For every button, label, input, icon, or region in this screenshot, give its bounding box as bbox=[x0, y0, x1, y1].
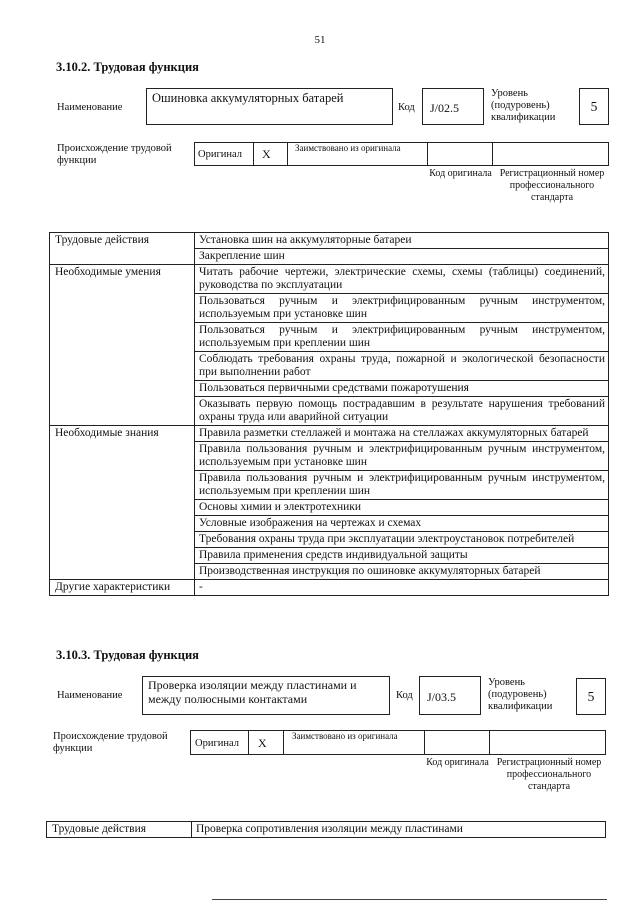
kod-originala-label: Код оригинала bbox=[426, 757, 489, 768]
row-header: Другие характеристики bbox=[50, 580, 195, 596]
uroven-label: Уровень (подуровень) квалификации bbox=[491, 88, 556, 123]
table-cell: Соблюдать требования охраны труда, пожарной и экологической безопасности при выполнении работ bbox=[195, 352, 609, 381]
kod-originala-label: Код оригинала bbox=[429, 168, 492, 179]
table-row bbox=[50, 580, 609, 596]
naimenovanie-label: Наименование bbox=[57, 102, 123, 113]
table-cell: Закрепление шин bbox=[195, 249, 609, 265]
naimenovanie-label: Наименование bbox=[57, 690, 123, 701]
row-header: Необходимые умения bbox=[50, 265, 195, 426]
table-row bbox=[47, 822, 606, 838]
proiskhozhdenie-label: Происхождение трудовой функции bbox=[57, 143, 172, 166]
table-cell: Проверка сопротивления изоляции между пластинами bbox=[192, 822, 606, 838]
function-code: J/03.5 bbox=[419, 676, 481, 715]
reg-nomer-label: Регистрационный номер профессионального стандарта bbox=[499, 168, 605, 203]
table-cell: Правила применения средств индивидуальной защиты bbox=[195, 548, 609, 564]
table-row bbox=[50, 265, 609, 294]
qualification-level: 5 bbox=[579, 88, 609, 125]
row-header: Трудовые действия bbox=[47, 822, 192, 838]
table-cell: Правила пользования ручным и электрифицированным ручным инструментом, используемым при креплении шин bbox=[195, 471, 609, 500]
table-cell: Правила разметки стеллажей и монтажа на стеллажах аккумуляторных батарей bbox=[195, 426, 609, 442]
original-mark: X bbox=[262, 147, 271, 161]
table-cell: Оказывать первую помощь пострадавшим в результате нарушения требований охраны труда или аварийной ситуации bbox=[195, 397, 609, 426]
table-cell: - bbox=[195, 580, 609, 596]
table-cell: Основы химии и электротехники bbox=[195, 500, 609, 516]
original-mark: X bbox=[258, 736, 267, 750]
uroven-label: Уровень (подуровень) квалификации bbox=[488, 677, 553, 712]
table-cell: Установка шин на аккумуляторные батареи bbox=[195, 233, 609, 249]
page-edge-line bbox=[212, 899, 607, 900]
page-number: 51 bbox=[314, 34, 326, 46]
table-row bbox=[50, 233, 609, 249]
row-header: Трудовые действия bbox=[50, 233, 195, 265]
kod-label: Код bbox=[396, 690, 413, 701]
row-header: Необходимые знания bbox=[50, 426, 195, 580]
function-name: Проверка изоляции между пластинами и между полюсными контактами bbox=[142, 676, 390, 715]
zaimstvovano-label: Заимствовано из оригинала bbox=[292, 731, 398, 741]
reg-nomer-label: Регистрационный номер профессионального стандарта bbox=[496, 757, 602, 792]
table-cell: Производственная инструкция по ошиновке аккумуляторных батарей bbox=[195, 564, 609, 580]
table-cell: Условные изображения на чертежах и схемах bbox=[195, 516, 609, 532]
table-cell: Пользоваться первичными средствами пожаротушения bbox=[195, 381, 609, 397]
table-cell: Пользоваться ручным и электрифицированным ручным инструментом, используемым при установке шин bbox=[195, 294, 609, 323]
function-code: J/02.5 bbox=[422, 88, 484, 125]
qualification-level: 5 bbox=[576, 678, 606, 715]
table-cell: Читать рабочие чертежи, электрические схемы, схемы (таблицы) соединений, руководства по эксплуатации bbox=[195, 265, 609, 294]
table-row bbox=[50, 426, 609, 442]
function-name: Ошиновка аккумуляторных батарей bbox=[146, 88, 393, 125]
original-label: Оригинал bbox=[195, 738, 239, 749]
table-cell: Пользоваться ручным и электрифицированным ручным инструментом, используемым при креплении шин bbox=[195, 323, 609, 352]
table-cell: Требования охраны труда при эксплуатации электроустановок потребителей bbox=[195, 532, 609, 548]
kod-label: Код bbox=[398, 102, 415, 113]
proiskhozhdenie-label: Происхождение трудовой функции bbox=[53, 731, 168, 754]
requirements-table bbox=[46, 821, 606, 838]
zaimstvovano-label: Заимствовано из оригинала bbox=[295, 143, 401, 153]
original-label: Оригинал bbox=[198, 149, 242, 160]
section-title: 3.10.3. Трудовая функция bbox=[56, 648, 199, 662]
section-title: 3.10.2. Трудовая функция bbox=[56, 60, 199, 74]
table-cell: Правила пользования ручным и электрифицированным ручным инструментом, используемым при установке шин bbox=[195, 442, 609, 471]
requirements-table bbox=[49, 232, 609, 596]
